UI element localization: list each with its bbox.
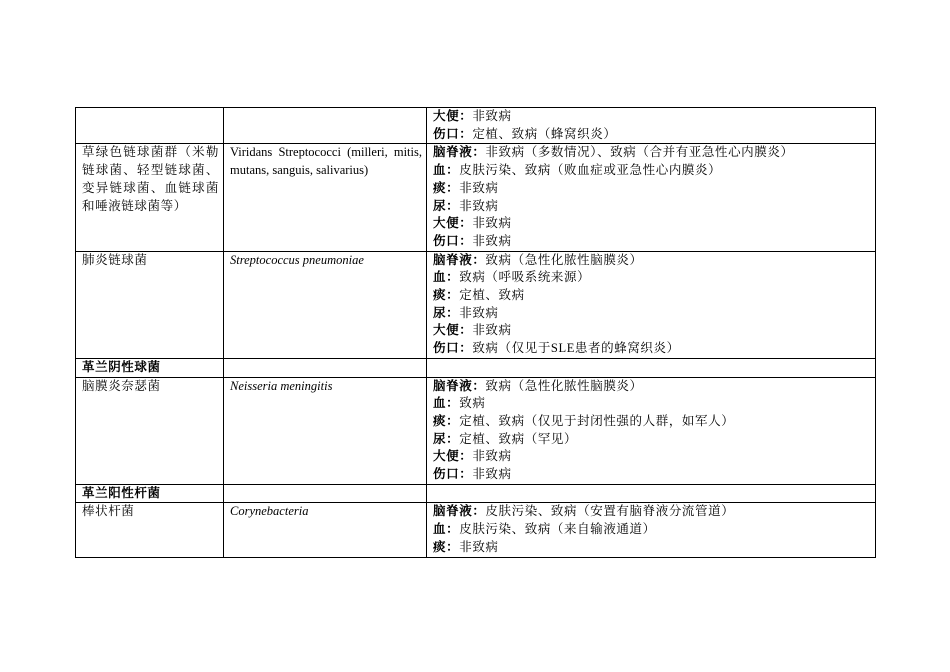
- specimen-type-label: 血: [433, 270, 447, 285]
- group-header-row: [76, 484, 876, 503]
- chinese-name-cell: 棒状杆菌: [76, 503, 224, 557]
- specimen-significance: 定植、致病: [459, 288, 525, 303]
- specimen-type-label: 痰: [433, 413, 447, 428]
- latin-name-cell: Viridans Streptococci (milleri, mitis, mutans, sanguis, salivarius): [224, 144, 427, 251]
- specimen-note: 尿：定植、致病（罕见）: [433, 431, 578, 446]
- table-row: [76, 377, 876, 484]
- specimen-note: 伤口：非致病: [433, 233, 512, 248]
- specimen-note: 血：致病: [433, 396, 486, 411]
- specimen-notes-cell: [427, 377, 876, 484]
- specimen-notes-cell: [427, 484, 876, 503]
- specimen-significance: 致病: [459, 396, 486, 411]
- specimen-significance: 非致病: [459, 180, 499, 195]
- group-header-row: [76, 358, 876, 377]
- specimen-significance: 非致病: [459, 305, 499, 320]
- specimen-note: 尿：非致病: [433, 305, 499, 320]
- specimen-type-label: 尿: [433, 431, 447, 446]
- specimen-type-label: 脑脊液: [433, 378, 473, 393]
- latin-name-cell: Streptococcus pneumoniae: [224, 251, 427, 358]
- specimen-significance: 非致病: [472, 449, 512, 464]
- chinese-name-cell: 脑膜炎奈瑟菌: [76, 377, 224, 484]
- specimen-note: 脑脊液：皮肤污染、致病（安置有脑脊液分流管道）: [433, 504, 735, 519]
- specimen-note: 伤口：致病（仅见于SLE患者的蜂窝织炎）: [433, 341, 680, 356]
- specimen-significance: 非致病（多数情况）、致病（合并有亚急性心内膜炎）: [485, 145, 794, 160]
- group-title-cell: 革兰阴性球菌: [76, 358, 224, 377]
- latin-name-cell: [224, 358, 427, 377]
- specimen-note: 大便：非致病: [433, 323, 512, 338]
- latin-name-cell: [224, 484, 427, 503]
- specimen-significance: 非致病: [459, 198, 499, 213]
- specimen-note: 痰：定植、致病: [433, 288, 525, 303]
- specimen-significance: 非致病: [472, 467, 512, 482]
- specimen-type-label: 伤口: [433, 341, 460, 356]
- specimen-significance: 致病（急性化脓性脑膜炎）: [485, 378, 643, 393]
- specimen-note: 伤口：非致病: [433, 467, 512, 482]
- bacteria-table: [75, 107, 876, 558]
- specimen-note: 痰：非致病: [433, 180, 499, 195]
- specimen-type-label: 尿: [433, 198, 447, 213]
- specimen-type-label: 大便: [433, 216, 460, 231]
- specimen-significance: 皮肤污染、致病（安置有脑脊液分流管道）: [485, 504, 735, 519]
- specimen-type-label: 伤口: [433, 233, 460, 248]
- specimen-note: 伤口：定植、致病（蜂窝织炎）: [433, 126, 617, 141]
- specimen-type-label: 脑脊液: [433, 145, 473, 160]
- specimen-significance: 定植、致病（蜂窝织炎）: [472, 126, 617, 141]
- table-row: [76, 251, 876, 358]
- specimen-type-label: 痰: [433, 539, 447, 554]
- specimen-note: 血：皮肤污染、致病（来自输液通道）: [433, 522, 656, 537]
- specimen-type-label: 大便: [433, 449, 460, 464]
- specimen-type-label: 脑脊液: [433, 252, 473, 267]
- table-row: [76, 108, 876, 144]
- bacteria-table-body: [76, 108, 876, 558]
- specimen-note: 大便：非致病: [433, 216, 512, 231]
- specimen-type-label: 痰: [433, 288, 447, 303]
- specimen-type-label: 大便: [433, 109, 460, 123]
- specimen-note: 脑脊液：非致病（多数情况）、致病（合并有亚急性心内膜炎）: [433, 145, 794, 160]
- chinese-name-cell: [76, 108, 224, 144]
- specimen-type-label: 大便: [433, 323, 460, 338]
- specimen-note: 痰：非致病: [433, 539, 499, 554]
- latin-name-cell: Corynebacteria: [224, 503, 427, 557]
- specimen-type-label: 伤口: [433, 467, 460, 482]
- specimen-notes-cell: [427, 503, 876, 557]
- latin-name-cell: [224, 108, 427, 144]
- specimen-significance: 非致病: [472, 233, 512, 248]
- specimen-significance: 致病（呼吸系统来源）: [459, 270, 591, 285]
- specimen-type-label: 血: [433, 522, 447, 537]
- specimen-note: 痰：定植、致病（仅见于封闭性强的人群，如军人）: [433, 413, 735, 428]
- specimen-type-label: 痰: [433, 180, 447, 195]
- specimen-note: 脑脊液：致病（急性化脓性脑膜炎）: [433, 252, 643, 267]
- specimen-note: 血：皮肤污染、致病（败血症或亚急性心内膜炎）: [433, 163, 722, 178]
- chinese-name-cell: 肺炎链球菌: [76, 251, 224, 358]
- specimen-notes-cell: [427, 358, 876, 377]
- table-row: [76, 144, 876, 251]
- specimen-significance: 皮肤污染、致病（来自输液通道）: [459, 522, 656, 537]
- specimen-significance: 非致病: [472, 323, 512, 338]
- specimen-note: 血：致病（呼吸系统来源）: [433, 270, 591, 285]
- specimen-note: 脑脊液：致病（急性化脓性脑膜炎）: [433, 378, 643, 393]
- specimen-type-label: 血: [433, 163, 447, 178]
- specimen-note: 尿：非致病: [433, 198, 499, 213]
- specimen-notes-cell: [427, 144, 876, 251]
- specimen-significance: 非致病: [472, 216, 512, 231]
- specimen-note: 大便：非致病: [433, 449, 512, 464]
- specimen-note: 大便：非致病: [433, 109, 512, 123]
- specimen-type-label: 伤口: [433, 126, 460, 141]
- specimen-significance: 非致病: [459, 539, 499, 554]
- specimen-significance: 致病（仅见于SLE患者的蜂窝织炎）: [472, 341, 680, 356]
- chinese-name-cell: 草绿色链球菌群（米勒链球菌、轻型链球菌、变异链球菌、血链球菌和唾液链球菌等）: [76, 144, 224, 251]
- specimen-type-label: 脑脊液: [433, 504, 473, 519]
- table-row: [76, 503, 876, 557]
- specimen-significance: 定植、致病（仅见于封闭性强的人群，如军人）: [459, 413, 735, 428]
- specimen-notes-cell: [427, 251, 876, 358]
- specimen-significance: 致病（急性化脓性脑膜炎）: [485, 252, 643, 267]
- specimen-significance: 定植、致病（罕见）: [459, 431, 578, 446]
- latin-name-cell: Neisseria meningitis: [224, 377, 427, 484]
- specimen-notes-cell: [427, 108, 876, 144]
- group-title-cell: 革兰阳性杆菌: [76, 484, 224, 503]
- specimen-significance: 非致病: [472, 109, 512, 123]
- specimen-type-label: 尿: [433, 305, 447, 320]
- specimen-type-label: 血: [433, 396, 447, 411]
- specimen-significance: 皮肤污染、致病（败血症或亚急性心内膜炎）: [459, 163, 722, 178]
